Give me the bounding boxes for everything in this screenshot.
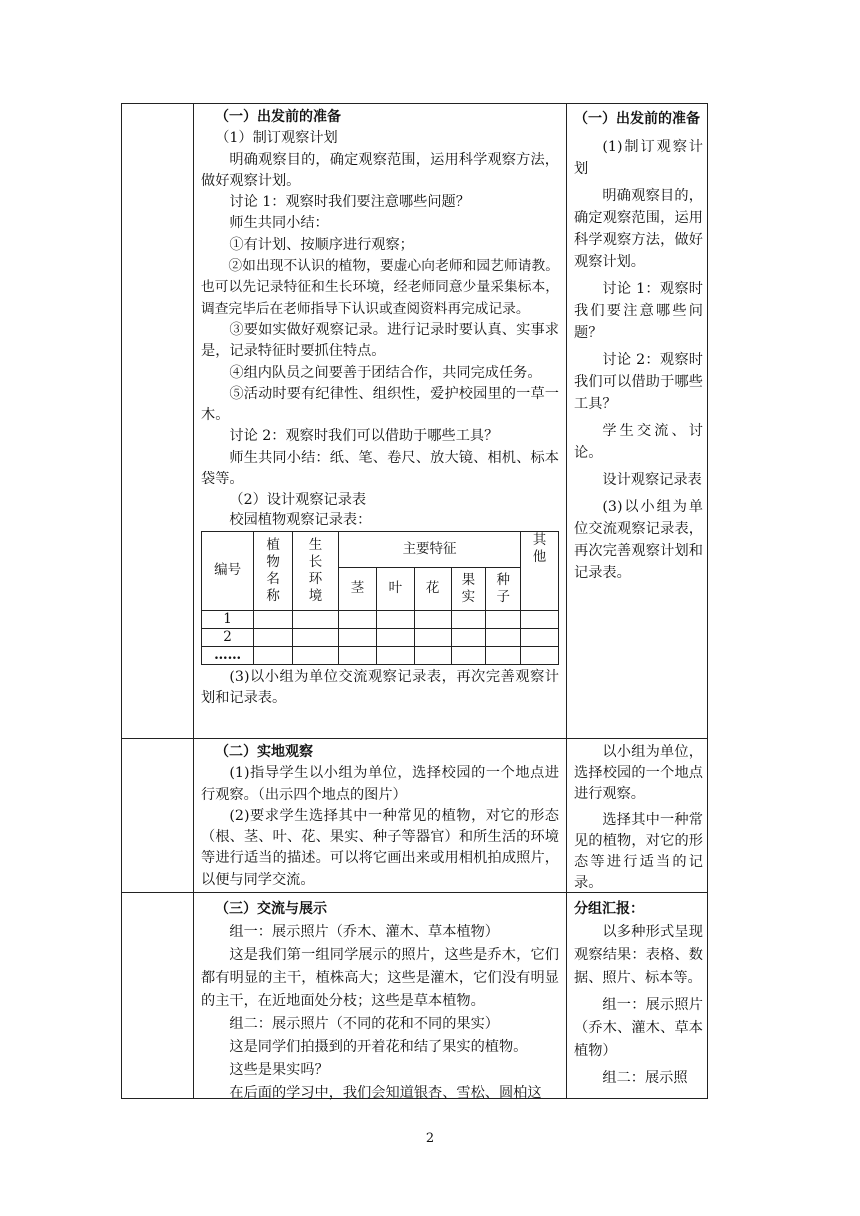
header-id: 编号 bbox=[202, 531, 254, 610]
side-note: 以多种形式呈现观察结果：表格、数据、照片、标本等。 bbox=[574, 924, 703, 986]
side-note: 明确观察目的，确定观察范围，运用科学观察方法，做好观察计划。 bbox=[574, 188, 703, 270]
section3-main bbox=[201, 898, 559, 1105]
paragraph: 这些是果实吗？ bbox=[229, 1062, 329, 1078]
section3-side bbox=[574, 898, 703, 1090]
page-number: 2 bbox=[425, 1131, 435, 1146]
section1-subheading-design: （2）设计观察记录表 bbox=[229, 492, 367, 509]
paragraph: 组二：展示照片（不同的花和不同的果实） bbox=[229, 1016, 499, 1032]
header-fruit: 果 实 bbox=[451, 567, 486, 610]
paragraph: ①有计划、按顺序进行观察； bbox=[229, 236, 414, 253]
side-note: 以小组为单位，选择校园的一个地点进行观察。 bbox=[574, 744, 703, 802]
paragraph: 讨论 1：观察时我们要注意哪些问题？ bbox=[229, 194, 470, 211]
table-row bbox=[202, 646, 559, 664]
section2-main bbox=[201, 742, 559, 891]
section1-side-heading: （一）出发前的准备 bbox=[574, 111, 700, 127]
header-seed: 种 子 bbox=[486, 567, 521, 610]
paragraph: (2)要求学生选择其中一种常见的植物，对它的形态（根、茎、叶、花、果实、种子等器官）和所生活的环境等进行适当的描述。可以将它画出来或用相机拍成照片，以便与同学交流。 bbox=[201, 807, 559, 888]
section3-heading: （三）交流与展示 bbox=[215, 901, 327, 917]
paragraph: ②如出现不认识的植物，要虚心向老师和园艺师请教。也可以先记录特征和生长环境，经老师同意少量采集标本，调查完毕后在老师指导下认识或查阅资料再完成记录。 bbox=[201, 258, 559, 317]
row-divider bbox=[122, 738, 707, 739]
table-row bbox=[202, 628, 559, 646]
header-plant-name: 植 物 名 称 bbox=[254, 531, 293, 610]
paragraph: ③要如实做好观察记录。进行记录时要认真、实事求是，记录特征时要抓住特点。 bbox=[201, 321, 559, 360]
paragraph: 明确观察目的，确定观察范围，运用科学观察方法，做好观察计划。 bbox=[201, 151, 559, 189]
paragraph: (1)指导学生以小组为单位，选择校园的一个地点进行观察。（出示四个地点的图片） bbox=[201, 765, 559, 803]
section1-heading: （一）出发前的准备 bbox=[215, 109, 341, 125]
side-note: 组一：展示照片（乔木、灌木、草本植物） bbox=[574, 997, 703, 1059]
paragraph: 师生共同小结： bbox=[229, 215, 329, 232]
paragraph: 讨论 2：观察时我们可以借助于哪些工具？ bbox=[229, 428, 499, 445]
header-other: 其 他 bbox=[521, 531, 559, 610]
section3-side-heading: 分组汇报： bbox=[574, 901, 644, 917]
paragraph: ④组内队员之间要善于团结合作，共同完成任务。 bbox=[229, 364, 542, 381]
side-note: (3)以小组为单位交流观察记录表，再次完善观察计划和记录表。 bbox=[574, 499, 703, 581]
side-note: 设计观察记录表 bbox=[602, 472, 702, 488]
lesson-plan-table bbox=[121, 103, 708, 1099]
side-note: 学生交流、讨论。 bbox=[574, 423, 703, 461]
column-divider bbox=[193, 104, 194, 1098]
table-title: 校园植物观察记录表： bbox=[229, 511, 372, 528]
paragraph: 组一：展示照片（乔木、灌木、草本植物） bbox=[229, 924, 499, 940]
row-id: …… bbox=[202, 646, 254, 664]
column-divider bbox=[566, 104, 567, 1098]
header-environment: 生 长 环 境 bbox=[293, 531, 339, 610]
side-note: 选择其中一种常见的植物，对它的形态等进行适当的记录。 bbox=[574, 812, 703, 891]
section2-heading: （二）实地观察 bbox=[215, 744, 313, 760]
table-row bbox=[202, 610, 559, 628]
paragraph: ⑤活动时要有纪律性、组织性，爱护校园里的一草一木。 bbox=[201, 385, 559, 424]
header-leaf: 叶 bbox=[376, 567, 414, 610]
section1-main bbox=[201, 107, 559, 709]
section1-subheading-plan: （1）制订观察计划 bbox=[215, 130, 338, 147]
side-note: 讨论 1：观察时我们要注意哪些问题？ bbox=[574, 281, 703, 341]
header-flower: 花 bbox=[414, 567, 451, 610]
paragraph: 这是同学们拍摄到的开着花和结了果实的植物。 bbox=[229, 1039, 528, 1055]
paragraph: 师生共同小结：纸、笔、卷尺、放大镜、相机、标本袋等。 bbox=[201, 449, 559, 488]
section2-side bbox=[574, 742, 703, 894]
paragraph: 这是我们第一组同学展示的照片，这些是乔木，它们都有明显的主干，植株高大；这些是灌木，它们没有明显的主干，在近地面处分枝；这些是草本植物。 bbox=[201, 947, 559, 1009]
header-main-features: 主要特征 bbox=[339, 531, 521, 567]
row-id: 2 bbox=[202, 628, 254, 646]
side-note: 讨论 2：观察时我们可以借助于哪些工具？ bbox=[574, 352, 703, 412]
header-stem: 茎 bbox=[339, 567, 377, 610]
row-id: 1 bbox=[202, 610, 254, 628]
observation-record-table bbox=[201, 531, 559, 665]
side-note: 组二：展示照 bbox=[602, 1070, 688, 1086]
paragraph: 在后面的学习中，我们会知道银杏、雪松、圆柏这 bbox=[229, 1085, 542, 1101]
paragraph: (3)以小组为单位交流观察记录表，再次完善观察计划和记录表。 bbox=[201, 668, 559, 706]
side-note: (1)制订观察计划 bbox=[574, 139, 703, 177]
section1-side bbox=[574, 107, 703, 584]
